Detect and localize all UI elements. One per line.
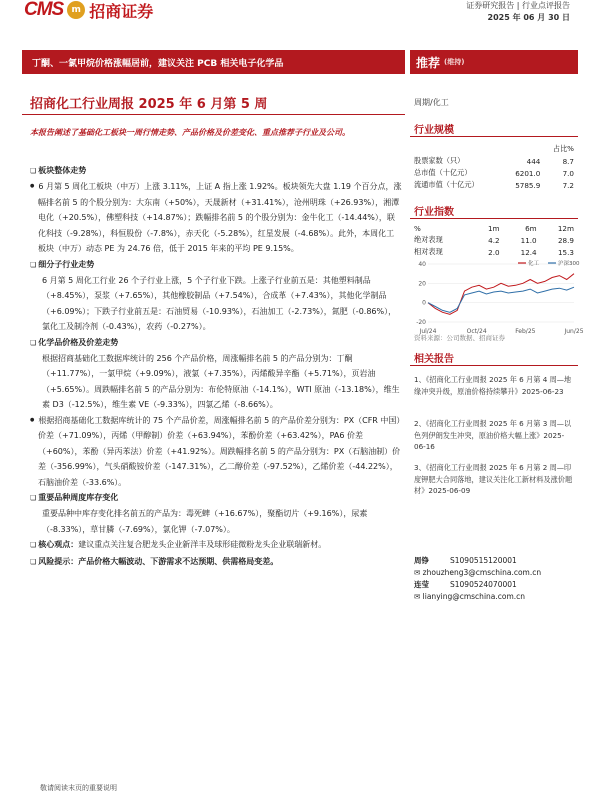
index-title: 行业指数 [410, 203, 578, 219]
x-tick-label: Oct/24 [466, 328, 487, 335]
section-title: ❏ 板块整体走势 [30, 163, 402, 179]
sector-label: 周期/化工 [414, 98, 449, 107]
analyst-2: 连莹 S1090524070001 [414, 580, 517, 589]
table-row: 股票家数（只） 444 8.7 [414, 156, 574, 166]
logo-mark-icon: m [67, 1, 85, 19]
y-tick-label: 40 [418, 261, 426, 268]
x-tick-label: Jul/24 [419, 328, 437, 335]
core-view: ❏ 核心观点：建议重点关注复合肥龙头企业新洋丰及球形硅微粉龙头企业联瑞新材。 [30, 537, 402, 553]
section-title: ❏ 细分子行业走势 [30, 257, 402, 273]
section-paragraph: ● 根据招商基础化工数据库统计的 75 个产品价差，周涨幅排名前 5 的产品价差分别为：PX（CFR 中国）价差（+71.09%），丙烯（甲醇制）价差（+63.94%），苯酚价差（+63.42%），PA6 价差（+60%），苯酚（异丙苯法）价差（+41.92%）。周跌幅排名前 5 的产品分别为：PX（石脑油制）价差（-356.99%），气头硝酸铵价差（-147.31%），乙二醇价差（-97.52%），乙烯价差（-44.22%），石脑油价差（-33.6%）。 [30, 413, 402, 490]
section-paragraph: 6 月第 5 周化工行业 26 个子行业上涨，5 个子行业下跌。上涨子行业前五是：其他塑料制品（+8.45%），泵浆（+7.65%），其他橡胶制品（+7.54%），合成革（+7.43%），其他化学制品（+6.09%）；下跌子行业前五是：石油贸易（-10.93%），石油加工（-2.73%），氮肥（-0.86%），氯化工及制冷剂（-0.43%），农药（-0.27%）。 [42, 276, 397, 332]
abstract: 本报告阐述了基础化工板块一周行情走势、产品价格及价差变化、重点推荐子行业及公司。 [30, 128, 350, 137]
index-table: % 1m 6m 12m 绝对表现 4.2 11.0 28.9 相对表现 2.0 12.4 15.3 [414, 223, 574, 257]
table-row: 流通市值（十亿元） 5785.9 7.2 [414, 180, 574, 190]
report-body [30, 163, 402, 570]
report-type: 证券研究报告 | 行业点评报告 [466, 1, 570, 10]
section-title: ❏ 化学品价格及价差走势 [30, 335, 402, 351]
report-title: 招商化工行业周报 2025 年 6 月第 5 周 [30, 97, 268, 112]
y-tick-label: 20 [418, 280, 426, 288]
series-line-0 [428, 274, 574, 315]
index-line-chart [410, 258, 584, 336]
analyst-email[interactable]: ✉ zhouzheng3@cmschina.com.cn [414, 568, 542, 577]
report-date: 2025 年 06 月 30 日 [487, 13, 570, 22]
section-title: ❏ 重要品种周度库存变化 [30, 490, 402, 506]
related-report: 1、《招商化工行业周报 2025 年 6 月第 4 周—地缘冲突升级，原油价格持续攀升》2025-06-23 [414, 375, 572, 396]
analyst-block [414, 555, 574, 603]
related-report: 3、《招商化工行业周报 2025 年 6 月第 2 周—印度钾肥大合同落地，建议关注化工新材料及涨价题材》2025-06-09 [414, 463, 573, 495]
x-tick-label: Jun/25 [564, 328, 584, 335]
title-divider [22, 114, 405, 115]
x-tick-label: Feb/25 [515, 328, 536, 335]
rating-badge: 推荐 (维持) [410, 50, 578, 74]
section-paragraph: 重要品种中库存变化排名前五的产品为：毒死蜱（+16.67%），聚酯切片（+9.16%），尿素（-8.33%），草甘膦（-7.69%），氯化钾（-7.07%）。 [42, 509, 368, 534]
analyst-1: 周铮 S1090515120001 [414, 556, 517, 565]
section-paragraph: 根据招商基础化工数据库统计的 256 个产品价格，周涨幅排名前 5 的产品分别为：丁酮（+11.77%），一氯甲烷（+9.09%），液氯（+7.35%），丙烯酸异辛酯（+5.71%），页岩油（+5.65%）。周跌幅排名前 5 的产品分别为：布伦特原油（-14.1%），WTI 原油（-13.18%），维生素 D3（-12.5%），维生素 VE（-9.33%），四氯乙烯（-8.66%）。 [42, 354, 400, 410]
legend-label: 沪深300 [558, 261, 580, 267]
header-meta [466, 0, 570, 24]
table-row: 绝对表现 4.2 11.0 28.9 [414, 235, 574, 245]
table-row: 相对表现 2.0 12.4 15.3 [414, 247, 574, 257]
analyst-email[interactable]: ✉ lianying@cmschina.com.cn [414, 592, 526, 601]
risk-warning: ❏ 风险提示：产品价格大幅波动、下游需求不达预期、供需格局变差。 [30, 554, 402, 570]
footer-note: 敬请阅读末页的重要说明 [40, 784, 117, 792]
table-row: 总市值（十亿元） 6201.0 7.0 [414, 168, 574, 178]
legend-label: 化工 [528, 261, 540, 267]
related-title: 相关报告 [410, 350, 578, 366]
company-logo: CMS m 招商证券 [24, 0, 154, 21]
section-paragraph: ● 6 月第 5 周化工板块（中万）上涨 3.11%，上证 A 指上涨 1.92%。板块领先大盘 1.19 个百分点，涨幅排名前 5 的个股分别为：大东南（+50%），天晟新材（+31.41%），沧州明珠（+26.93%），湘潭电化（+20.5%），佛塑科技（+14.87%）；跌幅排名前 5 的个股分别为：金牛化工（-14.44%），联化科技（-9.28%），科恒股份（-7.8%），赤天化（-5.28%），红星发展（-4.68%）。此外，本周化工板块（中万）动态 PE 为 24.76 倍，低于 2015 年来的平均 PE 9.15%。 [30, 179, 402, 256]
scale-title: 行业规模 [410, 121, 578, 137]
scale-table: 占比% 股票家数（只） 444 8.7 总市值（十亿元） 6201.0 7.0 流通市值（十亿元） 5785.9 7.2 [414, 144, 574, 190]
headline-band: 丁酮、一氯甲烷价格涨幅居前，建议关注 PCB 相关电子化学品 [22, 50, 405, 74]
chart-source: 资料来源：公司数据、招商证券 [414, 334, 505, 342]
related-report: 2、《招商化工行业周报 2025 年 6 月第 3 周—以色列伊朗发生冲突，原油价格大幅上涨》2025-06-16 [414, 419, 572, 451]
y-tick-label: 0 [422, 299, 426, 307]
series-line-1 [428, 287, 574, 312]
y-tick-label: -20 [416, 319, 426, 326]
